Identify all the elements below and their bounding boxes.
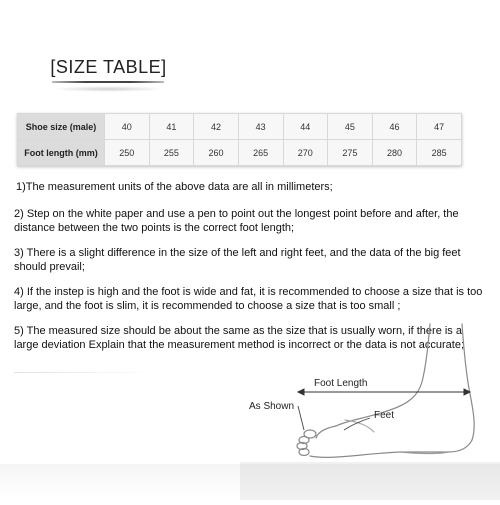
- row-header-foot-length: Foot length (mm): [18, 140, 105, 166]
- faint-divider: [14, 372, 154, 373]
- foot-outline: [316, 426, 336, 438]
- title-wrap: [0, 57, 500, 80]
- foot-length-arrow-left: [298, 389, 304, 395]
- table-cell: 280: [372, 140, 417, 166]
- foot-outline: [310, 452, 400, 457]
- table-cell: 44: [283, 114, 328, 140]
- note-1: 1)The measurement units of the above data are all in millimeters;: [16, 181, 333, 193]
- note-5: 5) The measured size should be about the same as the size that is usually worn, if there is a large deviation Explain that the measurement method is incorrect or the data is not accurate;: [14, 325, 465, 351]
- title-underline: [52, 81, 164, 83]
- table-cell: 250: [105, 140, 150, 166]
- row-header-shoe-size: Shoe size (male): [18, 114, 105, 140]
- table-cell: 41: [149, 114, 194, 140]
- table-cell: 43: [238, 114, 283, 140]
- as-shown-label: As Shown: [249, 401, 295, 412]
- table-cell: 255: [149, 140, 194, 166]
- table-cell: 260: [194, 140, 239, 166]
- foot-length-label: Foot Length: [314, 378, 368, 389]
- note-3: 3) There is a slight difference in the size of the left and right feet, and the data of the big feet should prevail;: [14, 247, 461, 273]
- foot-outline: [462, 324, 474, 440]
- size-table: [17, 113, 462, 166]
- table-cell: 40: [105, 114, 150, 140]
- table-cell: 285: [417, 140, 462, 166]
- floor-shadow: [0, 464, 500, 500]
- title-shadow: [52, 86, 164, 92]
- table-row-shoe-size: [18, 114, 462, 140]
- table-row-foot-length: [18, 140, 462, 166]
- note-2: 2) Step on the white paper and use a pen to point out the longest point before and after, the distance between the two points is the correct foot length;: [14, 208, 459, 234]
- page-title: [SIZE TABLE]: [50, 57, 167, 77]
- table-cell: 47: [417, 114, 462, 140]
- table-cell: 46: [372, 114, 417, 140]
- as-shown-pointer: [298, 406, 304, 430]
- table-cell: 42: [194, 114, 239, 140]
- table-cell: 275: [328, 140, 373, 166]
- feet-label: Feet: [374, 410, 395, 421]
- table-cell: 45: [328, 114, 373, 140]
- table-cell: 265: [238, 140, 283, 166]
- note-4: 4) If the instep is high and the foot is wide and fat, it is recommended to choose a size that is too large, and the foot is slim, it is recommended to choose a size that is too small ;: [14, 286, 483, 312]
- table-cell: 270: [283, 140, 328, 166]
- foot-outline: [400, 440, 472, 452]
